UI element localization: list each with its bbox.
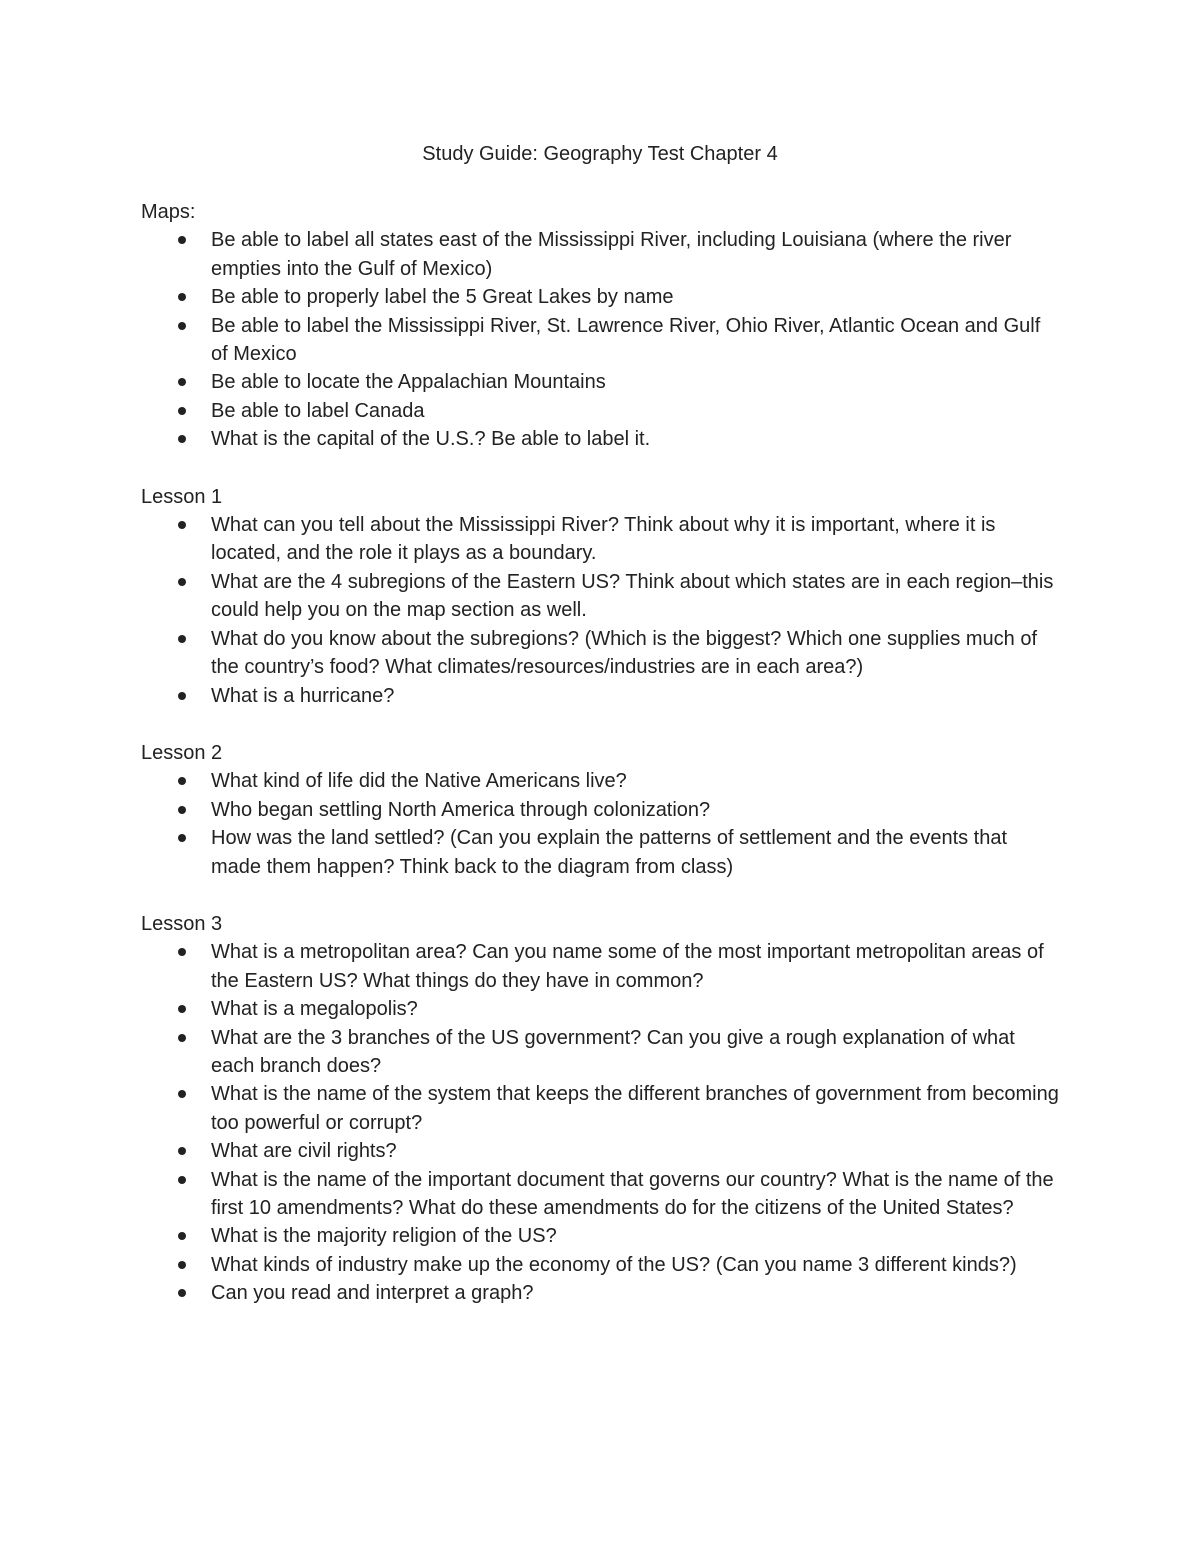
bullet-list [141, 938, 1061, 1307]
list-item: Can you read and interpret a graph? [211, 1279, 1061, 1307]
section-heading: Lesson 1 [141, 485, 223, 508]
list-item: Be able to label Canada [211, 397, 1061, 425]
list-item: What is a megalopolis? [211, 995, 1061, 1023]
section-heading: Lesson 2 [141, 741, 223, 764]
list-item: What is a metropolitan area? Can you name some of the most important metropolitan areas of the Eastern US? What things do they have in common? [211, 938, 1061, 995]
list-item: Be able to locate the Appalachian Mountains [211, 368, 1061, 396]
section-heading: Lesson 3 [141, 912, 223, 935]
document-title: Study Guide: Geography Test Chapter 4 [422, 143, 778, 165]
list-item: What do you know about the subregions? (Which is the biggest? Which one supplies much of the country’s food? What climates/resources/industries are in each area?) [211, 625, 1061, 682]
list-item: What is a hurricane? [211, 682, 1061, 710]
list-item: What kind of life did the Native Americans live? [211, 767, 1061, 795]
list-item: What are the 3 branches of the US government? Can you give a rough explanation of what each branch does? [211, 1024, 1061, 1081]
list-item: What is the name of the important document that governs our country? What is the name of the first 10 amendments? What do these amendments do for the citizens of the United States? [211, 1166, 1061, 1223]
bullet-list [141, 226, 1061, 453]
section-heading: Maps: [141, 201, 196, 223]
list-item: How was the land settled? (Can you explain the patterns of settlement and the events that made them happen? Think back to the diagram from class) [211, 824, 1061, 881]
section-maps [141, 198, 1061, 454]
list-item: What is the majority religion of the US? [211, 1222, 1061, 1250]
list-item: What are civil rights? [211, 1137, 1061, 1165]
list-item: Be able to label all states east of the Mississippi River, including Louisiana (where the river empties into the Gulf of Mexico) [211, 226, 1061, 283]
list-item: What is the name of the system that keeps the different branches of government from becoming too powerful or corrupt? [211, 1080, 1061, 1137]
list-item: Be able to properly label the 5 Great Lakes by name [211, 283, 1061, 311]
document-body [141, 198, 1061, 1337]
bullet-list [141, 767, 1061, 881]
list-item: Who began settling North America through colonization? [211, 796, 1061, 824]
section-lesson-3 [141, 910, 1061, 1308]
bullet-list [141, 511, 1061, 710]
list-item: Be able to label the Mississippi River, St. Lawrence River, Ohio River, Atlantic Ocean and Gulf of Mexico [211, 312, 1061, 369]
list-item: What are the 4 subregions of the Eastern US? Think about which states are in each region–this could help you on the map section as well. [211, 568, 1061, 625]
list-item: What can you tell about the Mississippi River? Think about why it is important, where it is located, and the role it plays as a boundary. [211, 511, 1061, 568]
list-item: What is the capital of the U.S.? Be able to label it. [211, 425, 1061, 453]
list-item: What kinds of industry make up the economy of the US? (Can you name 3 different kinds?) [211, 1251, 1061, 1279]
section-lesson-1 [141, 483, 1061, 710]
section-lesson-2 [141, 739, 1061, 881]
